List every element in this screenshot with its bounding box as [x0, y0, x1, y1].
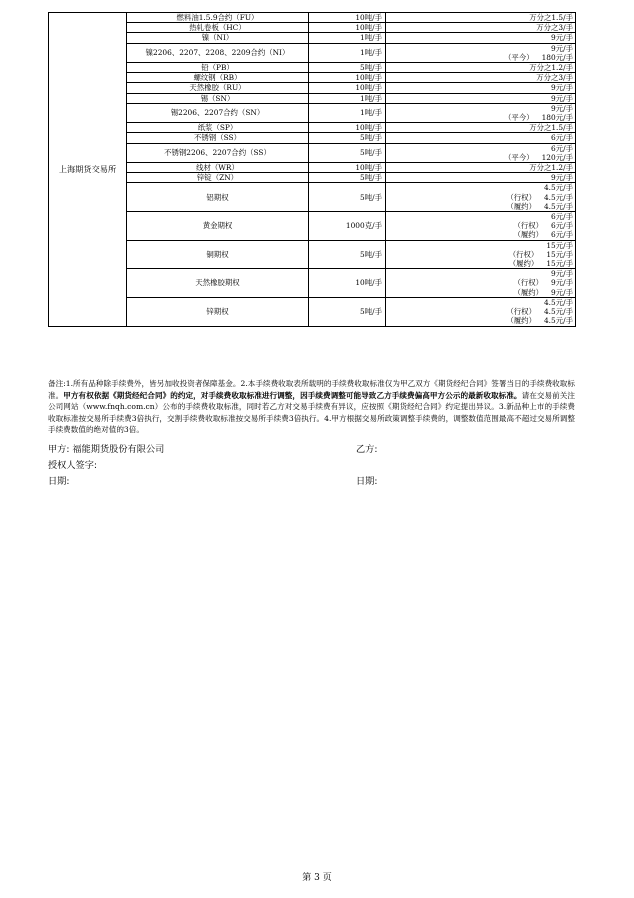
table-row [49, 269, 576, 298]
fee-cell [386, 163, 576, 173]
table-row [49, 63, 576, 73]
fee-label: （履约） [506, 201, 536, 211]
trading-unit: 5吨/手 [309, 240, 386, 269]
fee-value: 4.5元/手 [543, 183, 573, 193]
exchange-name: 上海期货交易所 [49, 13, 127, 327]
table-row [49, 123, 576, 133]
fee-line [388, 259, 573, 268]
fee-table [48, 12, 576, 327]
table-row [49, 103, 576, 122]
fee-line [388, 144, 573, 153]
page-number: 第 3 页 [302, 873, 332, 883]
product-name: 铝期权 [127, 183, 309, 212]
fee-cell [386, 103, 576, 122]
fee-value: 120元/手 [541, 152, 573, 162]
fee-value: 万分之3/手 [536, 73, 573, 83]
fee-line [388, 53, 573, 62]
fee-value: 180元/手 [541, 52, 573, 62]
fee-cell [386, 143, 576, 162]
fee-cell [386, 123, 576, 133]
product-name: 不锈钢2206、2207合约（SS） [127, 143, 309, 162]
product-name: 线材（WR） [127, 163, 309, 173]
trading-unit: 1吨/手 [309, 33, 386, 43]
fee-line [388, 73, 573, 82]
table-row [49, 13, 576, 23]
table-row [49, 143, 576, 162]
fee-label: （行权） [506, 307, 536, 317]
fee-line [388, 269, 573, 278]
trading-unit: 10吨/手 [309, 83, 386, 93]
fee-value: 4.5元/手 [543, 307, 573, 317]
fee-line [388, 250, 573, 259]
fee-value: 15元/手 [546, 259, 573, 269]
fee-cell [386, 269, 576, 298]
fee-line [388, 212, 573, 221]
fee-value: 4.5元/手 [543, 201, 573, 211]
fee-line [388, 298, 573, 307]
fee-value: 9元/手 [551, 93, 573, 103]
fee-value: 万分之1.2/手 [529, 163, 573, 173]
fee-value: 6元/手 [551, 230, 573, 240]
trading-unit: 10吨/手 [309, 73, 386, 83]
fee-value: 9元/手 [551, 103, 573, 113]
fee-value: 9元/手 [551, 43, 573, 53]
trading-unit: 5吨/手 [309, 183, 386, 212]
date-a: 日期: [48, 476, 70, 487]
fee-line [388, 241, 573, 250]
table-row [49, 297, 576, 326]
product-name: 燃料油1.5.9合约（FU） [127, 13, 309, 23]
table-row [49, 43, 576, 62]
fee-line [388, 94, 573, 103]
trading-unit: 5吨/手 [309, 133, 386, 143]
fee-label: （履约） [508, 259, 539, 269]
trading-unit: 10吨/手 [309, 13, 386, 23]
trading-unit: 5吨/手 [309, 63, 386, 73]
fee-cell [386, 13, 576, 23]
fee-cell [386, 212, 576, 241]
fee-value: 9元/手 [551, 173, 573, 183]
fee-label: （履约） [506, 316, 536, 326]
fee-cell [386, 93, 576, 103]
trading-unit: 1吨/手 [309, 93, 386, 103]
product-name: 纸浆（SP） [127, 123, 309, 133]
fee-line [388, 316, 573, 325]
fee-label: （平今） [504, 52, 534, 62]
fee-value: 万分之1.2/手 [529, 63, 573, 73]
fee-value: 万分之1.5/手 [529, 123, 573, 133]
fee-label: （行权） [508, 249, 539, 259]
fee-line [388, 173, 573, 182]
remarks-part2: 请在交易前关注公司网站（www.fnqh.com.cn）公布的手续费收取标准，同时若乙方对交易手续费有异议，应按照《期货经纪合同》约定提出异议。3.新品种上市的手续费收取标准按交易所手续费3倍执行，交割手续费收取标准按交易所手续费3倍执行。4.甲方根据交易所政策调整手续费的，调整数值范围最高不超过交易所调整手续费数值的绝对值的3倍。 [48, 390, 576, 435]
fee-label: （行权） [513, 278, 544, 288]
product-name: 铅（PB） [127, 63, 309, 73]
fee-line [388, 33, 573, 42]
fee-line [388, 230, 573, 239]
fee-line [388, 13, 573, 22]
fee-value: 9元/手 [551, 83, 573, 93]
fee-line [388, 123, 573, 132]
product-name: 天然橡胶（RU） [127, 83, 309, 93]
fee-value: 6元/手 [551, 212, 573, 222]
fee-value: 4.5元/手 [543, 316, 573, 326]
fee-line [388, 153, 573, 162]
fee-label: （履约） [513, 287, 544, 297]
fee-value: 9元/手 [551, 269, 573, 279]
table-row [49, 163, 576, 173]
product-name: 铜期权 [127, 240, 309, 269]
fee-cell [386, 83, 576, 93]
remarks-bold: 甲方有权依据《期货经纪合同》的约定，对手续费收取标准进行调整，因手续费调整可能导致乙方手续费偏高甲方公示的最新收取标准。 [63, 390, 522, 400]
trading-unit: 5吨/手 [309, 297, 386, 326]
fee-value: 万分之3/手 [536, 23, 573, 33]
table-row [49, 93, 576, 103]
fee-table-body [49, 13, 576, 327]
fee-value: 6元/手 [551, 221, 573, 231]
trading-unit: 1000克/手 [309, 212, 386, 241]
table-row [49, 173, 576, 183]
fee-line [388, 113, 573, 122]
date-b: 日期: [356, 476, 378, 487]
table-row [49, 33, 576, 43]
fee-cell [386, 133, 576, 143]
fee-value: 4.5元/手 [543, 297, 573, 307]
product-name: 锌期权 [127, 297, 309, 326]
fee-value: 15元/手 [546, 249, 573, 259]
fee-line [388, 23, 573, 32]
product-name: 热轧卷板（HC） [127, 23, 309, 33]
product-name: 镍2206、2207、2208、2209合约（NI） [127, 43, 309, 62]
product-name: 锌锭（ZN） [127, 173, 309, 183]
fee-line [388, 288, 573, 297]
trading-unit: 10吨/手 [309, 269, 386, 298]
trading-unit: 5吨/手 [309, 173, 386, 183]
fee-value: 15元/手 [546, 240, 573, 250]
product-name: 锡（SN） [127, 93, 309, 103]
product-name: 天然橡胶期权 [127, 269, 309, 298]
authorized-signature: 授权人签字: [48, 460, 98, 471]
fee-value: 9元/手 [551, 287, 573, 297]
fee-line [388, 44, 573, 53]
fee-line [388, 133, 573, 142]
fee-line [388, 278, 573, 287]
trading-unit: 5吨/手 [309, 143, 386, 162]
product-name: 不锈钢（SS） [127, 133, 309, 143]
fee-value: 4.5元/手 [543, 192, 573, 202]
fee-value: 6元/手 [551, 133, 573, 143]
table-row [49, 183, 576, 212]
product-name: 螺纹钢（RB） [127, 73, 309, 83]
fee-line [388, 83, 573, 92]
fee-label: （行权） [513, 221, 544, 231]
fee-cell [386, 240, 576, 269]
table-row [49, 73, 576, 83]
fee-value: 180元/手 [541, 113, 573, 123]
trading-unit: 10吨/手 [309, 163, 386, 173]
table-row [49, 133, 576, 143]
fee-line [388, 221, 573, 230]
fee-line [388, 104, 573, 113]
fee-cell [386, 63, 576, 73]
fee-value: 6元/手 [551, 143, 573, 153]
remarks-part1: 备注:1.所有品种除手续费外，皆另加收投资者保障基金。2.本手续费收取表所载明的手续费收取标准仅为甲乙双方《期货经纪合同》签署当日的手续费收取标准。 [48, 379, 575, 400]
party-b: 乙方: [356, 444, 378, 455]
fee-line [388, 193, 573, 202]
remarks [48, 378, 575, 436]
table-row [49, 23, 576, 33]
fee-line [388, 63, 573, 72]
fee-value: 9元/手 [551, 278, 573, 288]
fee-label: （履约） [513, 230, 544, 240]
fee-label: （平今） [504, 152, 534, 162]
fee-cell [386, 73, 576, 83]
fee-value: 9元/手 [551, 33, 573, 43]
fee-cell [386, 173, 576, 183]
fee-line [388, 163, 573, 172]
fee-cell [386, 297, 576, 326]
table-row [49, 240, 576, 269]
fee-cell [386, 23, 576, 33]
fee-label: （平今） [504, 113, 534, 123]
product-name: 锡2206、2207合约（SN） [127, 103, 309, 122]
trading-unit: 1吨/手 [309, 103, 386, 122]
product-name: 镍（NI） [127, 33, 309, 43]
trading-unit: 10吨/手 [309, 123, 386, 133]
fee-value: 万分之1.5/手 [529, 13, 573, 22]
fee-label: （行权） [506, 192, 536, 202]
trading-unit: 1吨/手 [309, 43, 386, 62]
product-name: 黄金期权 [127, 212, 309, 241]
table-row [49, 212, 576, 241]
fee-cell [386, 33, 576, 43]
fee-line [388, 183, 573, 192]
table-row [49, 83, 576, 93]
fee-cell [386, 183, 576, 212]
party-a: 甲方: 福能期货股份有限公司 [48, 444, 165, 455]
fee-cell [386, 43, 576, 62]
fee-line [388, 202, 573, 211]
fee-line [388, 307, 573, 316]
trading-unit: 10吨/手 [309, 23, 386, 33]
